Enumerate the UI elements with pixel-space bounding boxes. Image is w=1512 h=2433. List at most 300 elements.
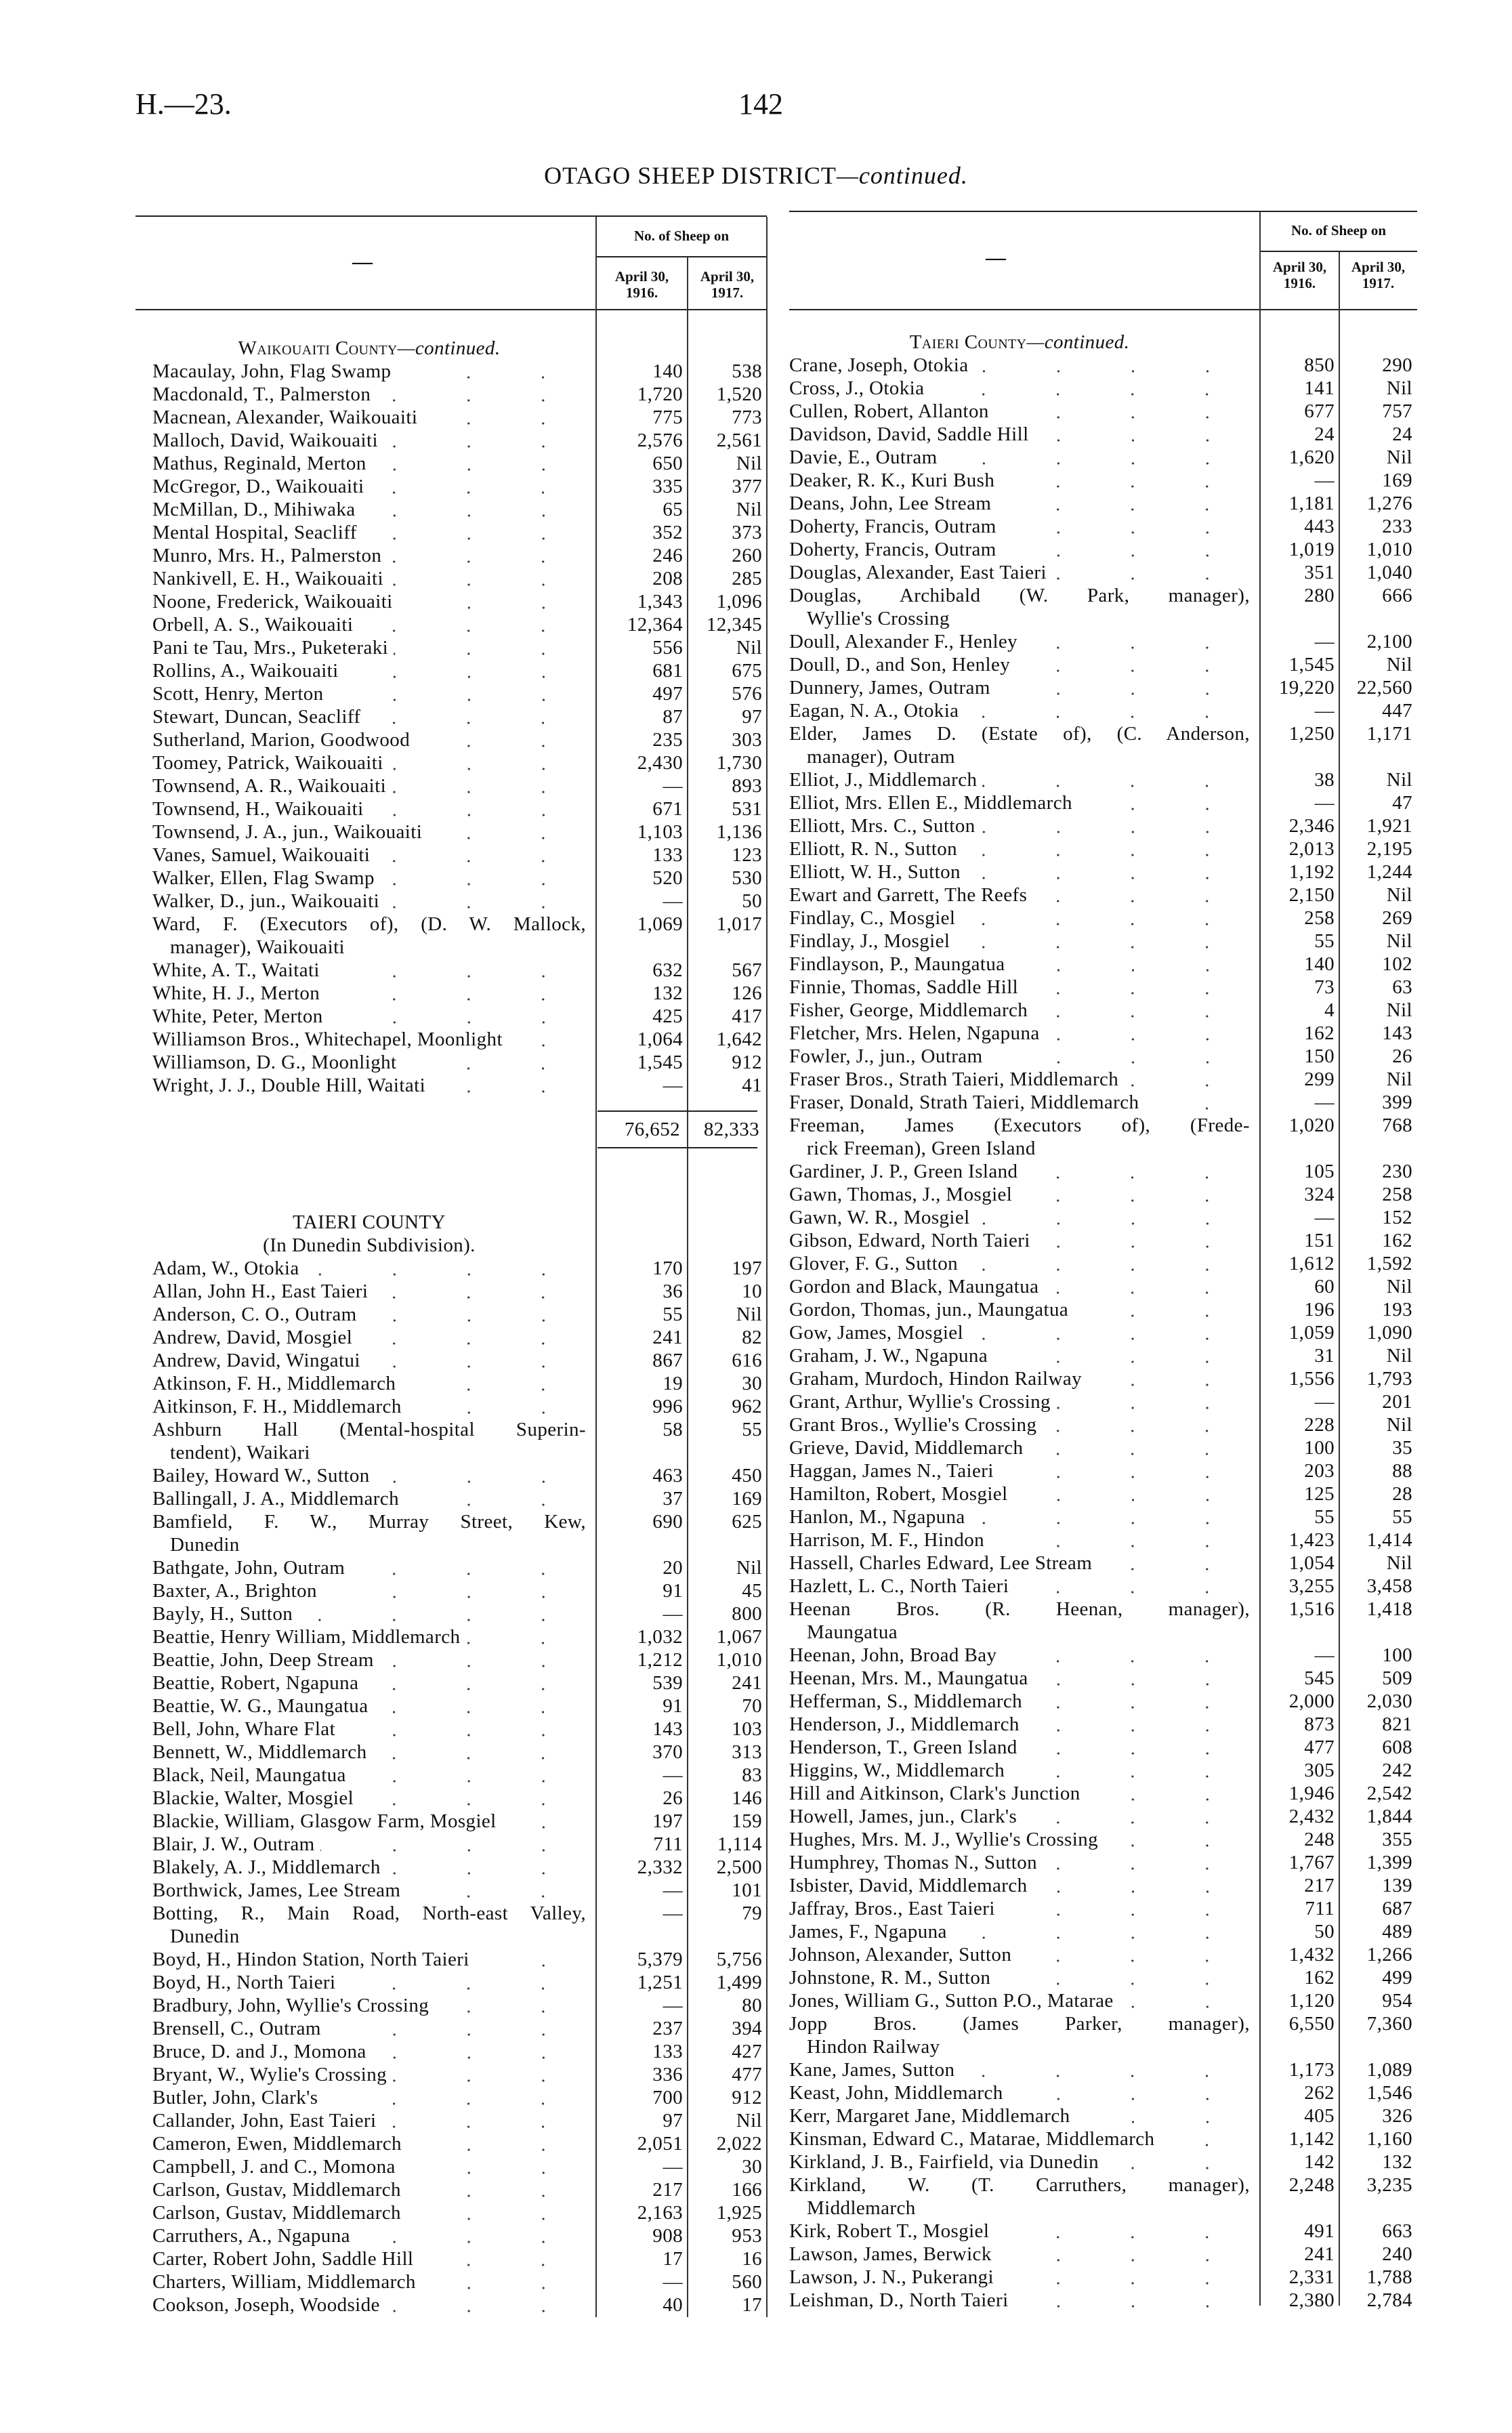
sheep-1917: 47 [1392,792,1412,814]
sheep-1917: 893 [732,775,762,797]
table-row [789,423,1417,446]
dot-leader [1045,1022,1244,1045]
sheep-1916: 6,550 [1288,2013,1335,2035]
table-row [789,791,1417,814]
dot-leader [392,2063,581,2086]
dot-leader [1014,2289,1244,2312]
sheep-1916: 4 [1324,999,1335,1021]
row-name-cell [152,1028,586,1051]
owner-name: Harrison, M. F., Hindon [789,1529,985,1551]
table-row [152,1902,767,1925]
row-name-cell [152,1625,586,1648]
row-name-cell [152,659,586,682]
sheep-1916: — [1314,792,1335,814]
sheep-1917: 1,546 [1366,2082,1412,2104]
sheep-1917: 16 [742,2248,762,2270]
owner-name: Dunnery, James, Outram [789,677,990,699]
sheep-1916: 258 [1304,907,1335,929]
row-name-cell [789,2104,1250,2127]
sheep-1917: 2,030 [1366,1690,1412,1712]
sheep-1917: 625 [732,1511,762,1533]
sheep-1917: 477 [732,2064,762,2085]
owner-name: Fraser, Donald, Strath Taieri, Middlemarch [789,1091,1139,1113]
owner-name: Crane, Joseph, Otokia [789,354,969,376]
dot-leader [1119,1989,1244,2012]
owner-name: Hughes, Mrs. M. J., Wyllie's Crossing [789,1829,1098,1850]
sheep-1916: 1,620 [1288,446,1335,468]
owner-name: Hill and Aitkinson, Clark's Junction [789,1783,1080,1804]
sheep-1916: 711 [653,1833,683,1855]
owner-name: Malloch, David, Waikouaiti [152,430,378,451]
table-row [152,1487,767,1510]
table-row [152,659,767,682]
sheep-1916: 37 [663,1488,683,1510]
table-row [152,1051,767,1074]
sheep-1916: 2,346 [1288,815,1335,837]
table-row [789,2058,1417,2081]
sheep-1917: 63 [1392,976,1412,998]
owner-name: Walker, D., jun., Waikouaiti [152,890,380,912]
dot-leader [421,2270,581,2293]
dot-leader [963,1252,1244,1275]
table-row [789,1529,1417,1552]
owner-name: Fletcher, Mrs. Helen, Ngapuna [789,1022,1040,1044]
sheep-1917: 260 [732,545,762,566]
sheep-1917: 41 [742,1075,762,1096]
table-row [152,1349,767,1372]
owner-name: Beattie, John, Deep Stream [152,1649,374,1671]
owner-name: Doherty, Francis, Outram [789,539,996,560]
taieri-county-continued-section [789,331,1417,2312]
row-name-cell [152,1303,586,1326]
sheep-1916: 133 [652,2041,683,2062]
row-name-cell [789,1598,1250,1621]
dot-leader [1028,1436,1244,1459]
dot-leader [1002,515,1244,538]
dot-leader [981,814,1244,837]
row-name-cell [789,630,1250,653]
sheep-1917: 1,040 [1366,562,1412,583]
dot-leader [383,429,581,452]
dot-leader [366,705,581,728]
table-row [152,2293,767,2316]
owner-name: Henderson, T., Green Island [789,1737,1017,1758]
row-name-cell [152,2224,586,2247]
sheep-1916: 671 [652,798,683,820]
owner-name-continued: manager), Waikouaiti [170,936,345,958]
dot-leader [341,1971,581,1994]
sheep-1917: 1,171 [1366,723,1412,745]
sheep-1917: 285 [732,568,762,589]
row-name-cell [152,820,586,844]
title-text: OTAGO SHEEP DISTRICT [544,162,837,189]
sheep-1916: 142 [1304,2151,1335,2173]
table-row [789,1805,1417,1828]
sheep-1916: 19,220 [1278,677,1335,699]
row-name-cell [789,584,1250,607]
table-row [152,1718,767,1741]
owner-name: Doherty, Francis, Outram [789,516,996,537]
sheep-1917: 499 [1382,1967,1412,1989]
row-name-cell [152,1074,586,1097]
sheep-1917: 1,090 [1366,1322,1412,1344]
row-name-cell [789,400,1250,423]
sheep-1916: 1,120 [1288,1990,1335,2012]
sheep-1917: 143 [1382,1022,1412,1044]
table-row [152,475,767,498]
sheep-1917: 230 [1382,1161,1412,1182]
sheep-1917: Nil [736,2110,762,2132]
dot-leader [387,544,581,567]
owner-name: Brensell, C., Outram [152,2018,321,2039]
table-row [789,676,1417,699]
sheep-1916: 996 [652,1396,683,1417]
table-row [789,1436,1417,1459]
row-name-cell [152,2109,586,2132]
sheep-1917: 1,160 [1366,2128,1412,2150]
sheep-1916: — [663,1879,683,1901]
table-row [789,2266,1417,2289]
sheep-1916: 3,255 [1288,1575,1335,1597]
owner-name: Nankivell, E. H., Waikouaiti [152,568,383,589]
owner-name: Haggan, James N., Taieri [789,1460,994,1482]
table-row [152,406,767,429]
owner-name: Elliott, W. H., Sutton [789,861,961,883]
table-row [789,1505,1417,1529]
sheep-1916: — [1314,1091,1335,1113]
sheep-1916: 133 [652,844,683,866]
owner-name: Ashburn Hall (Mental-hospital Superin- [152,1419,586,1440]
sheep-1917: 567 [732,959,762,981]
dot-leader [401,1372,581,1395]
dot-leader [969,1321,1244,1344]
dot-leader [322,1579,581,1602]
owner-name-continued: Hindon Railway [807,2036,940,2058]
row-name-cell [789,1897,1250,1920]
dot-leader [305,1257,581,1280]
owner-name: White, A. T., Waitati [152,959,320,981]
owner-name-continued: Dunedin [170,1926,240,1947]
sheep-1917: Nil [1386,884,1412,906]
sheep-1916: 1,946 [1288,1783,1335,1804]
table-row [789,2220,1417,2243]
sheep-1917: 394 [732,2018,762,2039]
sheep-1916: 1,212 [637,1649,683,1671]
owner-name: Grant, Arthur, Wyllie's Crossing [789,1391,1051,1413]
row-name-cell [789,1091,1250,1114]
table-row [789,1229,1417,1252]
sheep-1916: 140 [652,360,683,382]
owner-name: Douglas, Alexander, East Taieri [789,562,1047,583]
table-row [789,1160,1417,1183]
row-name-cell [152,2063,586,2086]
owner-name: Hefferman, S., Middlemarch [789,1690,1023,1712]
section-heading [152,1211,586,1234]
sheep-1916: 556 [652,637,683,659]
dot-leader [996,492,1244,515]
owner-name: Bayly, H., Sutton [152,1603,293,1625]
owner-name: Gordon and Black, Maungatua [789,1276,1039,1297]
owner-name: Andrew, David, Mosgiel [152,1327,353,1348]
sheep-1917: 1,096 [716,591,762,612]
owner-name: Beattie, Robert, Ngapuna [152,1672,359,1694]
sheep-1916: 1,556 [1288,1368,1335,1390]
dot-leader [375,844,581,867]
sheep-1916: 1,020 [1288,1115,1335,1136]
sheep-1917: 1,010 [716,1649,762,1671]
sheep-1917: 912 [732,2087,762,2108]
table-row [152,1602,767,1625]
sheep-1916: — [1314,1644,1335,1666]
sheep-1916: 1,432 [1288,1944,1335,1966]
row-name-cell [152,1051,586,1074]
owner-name: Stewart, Duncan, Seacliff [152,706,361,728]
sheep-1917: 538 [732,360,762,382]
sheep-1917: 166 [732,2179,762,2201]
table-row [152,1464,767,1487]
owner-name: Bathgate, John, Outram [152,1557,345,1579]
waikouaiti-county-section [152,337,767,1148]
owner-name: Grant Bros., Wyllie's Crossing [789,1414,1037,1436]
owner-name-continued: Dunedin [170,1534,240,1556]
row-name-cell [789,653,1250,676]
dot-leader [971,1505,1244,1529]
dot-leader [372,452,581,475]
sheep-1917: Nil [736,453,762,474]
owner-name: Macdonald, T., Palmerston [152,383,371,405]
sheep-1916: 40 [663,2294,683,2316]
owner-name: Heenan, Mrs. M., Maungatua [789,1667,1028,1689]
table-row [152,1418,767,1441]
table-row [152,2201,767,2224]
sheep-1916: 87 [663,706,683,728]
row-name-cell [152,1994,586,2017]
sheep-1916: 60 [1314,1276,1335,1297]
dot-leader [475,1948,581,1971]
sheep-1917: 447 [1382,700,1412,722]
sheep-1917: 10 [742,1281,762,1302]
row-name-cell [152,1326,586,1349]
owner-name: Macaulay, John, Flag Swamp [152,360,392,382]
dot-leader [401,2155,581,2178]
sheep-1917: 2,561 [716,430,762,451]
sheep-1916: — [663,2271,683,2293]
total-row [152,1112,767,1147]
sheep-1917: 102 [1382,953,1412,975]
sheep-1916: 55 [1314,930,1335,952]
sheep-1916: 1,059 [1288,1322,1335,1344]
dot-leader [329,1005,581,1028]
table-row [152,360,767,383]
table-row [152,544,767,567]
owner-name: Cullen, Robert, Allanton [789,400,989,422]
sheep-1916: 2,380 [1288,2289,1335,2311]
right-col1-header [1260,259,1339,291]
owner-name: Deaker, R. K., Kuri Bush [789,470,995,491]
owner-name: Cameron, Ewen, Middlemarch [152,2133,402,2155]
table-row [789,1920,1417,1943]
dot-leader [369,475,581,498]
owner-name: Townsend, J. A., jun., Waikouaiti [152,821,423,843]
dot-leader [1104,2150,1244,2174]
owner-name: Kirkland, W. (T. Carruthers, manager), [789,2174,1250,2196]
table-row [789,1759,1417,1782]
row-name-cell [789,1344,1250,1367]
table-row [789,907,1417,930]
sheep-1916: 237 [652,2018,683,2039]
sheep-1916: 1,720 [637,383,683,405]
table-row [789,1851,1417,1874]
table-row [789,400,1417,423]
owner-name: Mental Hospital, Seacliff [152,522,357,543]
owner-name-continued: manager), Outram [807,746,955,768]
owner-name: Higgins, W., Middlemarch [789,1760,1005,1781]
owner-name: Black, Neil, Maungatua [152,1764,346,1786]
dot-leader [997,2243,1244,2266]
dot-leader [356,2224,581,2247]
dot-leader [502,1810,581,1833]
sheep-1916: 2,331 [1288,2266,1335,2288]
row-name-cell [152,498,586,521]
owner-name: Noone, Frederick, Waikouaiti [152,591,393,612]
owner-name: Findlay, J., Mosgiel [789,930,950,952]
sheep-1916: 197 [652,1810,683,1832]
row-name-cell [152,751,586,774]
dot-leader [961,907,1244,930]
sheep-1917: 399 [1382,1091,1412,1113]
sheep-1916: 370 [652,1741,683,1763]
table-row [152,1556,767,1579]
row-name-cell [152,1879,586,1902]
sheep-1917: 1,010 [1366,539,1412,560]
sheep-1916: — [663,775,683,797]
dot-leader [323,2086,581,2109]
row-name-cell [152,1602,586,1625]
row-name-cell [789,837,1250,860]
table-row [789,1206,1417,1229]
owner-name: Campbell, J. and C., Momona [152,2156,396,2178]
sheep-1916: 50 [1314,1921,1335,1942]
dot-leader [1043,1851,1244,1874]
sheep-1916: 425 [652,1005,683,1027]
row-name-cell [789,883,1250,907]
owner-name: Carlson, Gustav, Middlemarch [152,2202,401,2224]
owner-name: Scott, Henry, Merton [152,683,324,705]
row-name-cell [152,383,586,406]
dot-leader [1036,1229,1244,1252]
owner-name: Findlayson, P., Maungatua [789,953,1005,975]
right-name-col-header: — [986,247,1006,269]
table-row [789,1644,1417,1667]
row-name-cell [152,2155,586,2178]
row-name-cell [152,544,586,567]
sheep-1917: Nil [1386,999,1412,1021]
owner-name: Walker, Ellen, Flag Swamp [152,867,375,889]
col1-header-line2: 1916. [625,285,658,301]
sheep-1916: 1,064 [637,1028,683,1050]
table-row [789,953,1417,976]
dot-leader [1076,2104,1244,2127]
row-name-cell [152,1718,586,1741]
sheep-1916: 140 [1304,953,1335,975]
row-name-cell [789,1713,1250,1736]
owner-name: Douglas, Archibald (W. Park, manager), [789,585,1250,606]
sheep-1917: 2,542 [1366,1783,1412,1804]
sheep-1917: Nil [736,1304,762,1325]
table-row [789,653,1417,676]
row-name-cell [152,1971,586,1994]
row-name-cell [789,1459,1250,1482]
sheep-1917: 126 [732,982,762,1004]
row-name-cell [152,2086,586,2109]
row-name-cell [789,2220,1250,2243]
dot-leader [1074,1298,1244,1321]
sheep-1917: 666 [1382,585,1412,606]
right-header-top-rule [789,211,1417,212]
owner-name: Glover, F. G., Sutton [789,1253,959,1274]
sheep-1916: 217 [1304,1875,1335,1896]
sheep-1916: 12,364 [627,614,683,636]
sheep-1917: 355 [1382,1829,1412,1850]
sheep-1916: 162 [1304,1022,1335,1044]
owner-name: Doull, Alexander F., Henley [789,631,1018,652]
table-row [152,774,767,797]
dot-leader [1023,1160,1244,1183]
owner-name: Charters, William, Middlemarch [152,2271,416,2293]
sheep-1917: 1,089 [1366,2059,1412,2081]
row-name-cell [789,1114,1250,1137]
sheep-1917: 768 [1382,1115,1412,1136]
sheep-1917: 169 [1382,470,1412,491]
sheep-1917: 100 [1382,1644,1412,1666]
sheep-1917: 258 [1382,1184,1412,1205]
sheep-1917: 7,360 [1366,2013,1412,2035]
row-name-cell [789,2150,1250,2174]
table-row [152,751,767,774]
sheep-1917: 2,022 [716,2133,762,2155]
sheep-1916: 1,251 [637,1972,683,1993]
owner-name: Callander, John, East Taieri [152,2110,377,2132]
owner-name: Jaffray, Bros., East Taieri [789,1898,995,1919]
sheep-1916: 125 [1304,1483,1335,1505]
dot-leader [407,1395,581,1418]
sheep-1916: 73 [1314,976,1335,998]
right-group-header: No. of Sheep on [1290,222,1387,238]
dot-leader [386,1856,581,1879]
dot-leader [960,2058,1244,2081]
table-row [789,1298,1417,1321]
sheep-1917: 35 [1392,1437,1412,1459]
owner-name: Sutherland, Marion, Goodwood [152,729,411,751]
sheep-1917: 675 [732,660,762,682]
row-name-cell [789,1644,1250,1667]
dot-leader [1001,1897,1244,1920]
owner-name: Johnson, Alexander, Sutton [789,1944,1012,1966]
owner-name: Hamilton, Robert, Mosgiel [789,1483,1008,1505]
sheep-1916: 1,343 [637,591,683,612]
sheep-1917: 2,500 [716,1856,762,1878]
sheep-1917: 1,925 [716,2202,762,2224]
dot-leader [955,930,1244,953]
dot-leader [402,1051,581,1074]
row-name-cell [152,2201,586,2224]
table-row [152,2178,767,2201]
table-row [789,1275,1417,1298]
table-row [789,1413,1417,1436]
left-header-mid-rule [596,256,767,257]
left-header-bottom-rule [135,309,767,310]
dot-leader [1034,423,1244,446]
